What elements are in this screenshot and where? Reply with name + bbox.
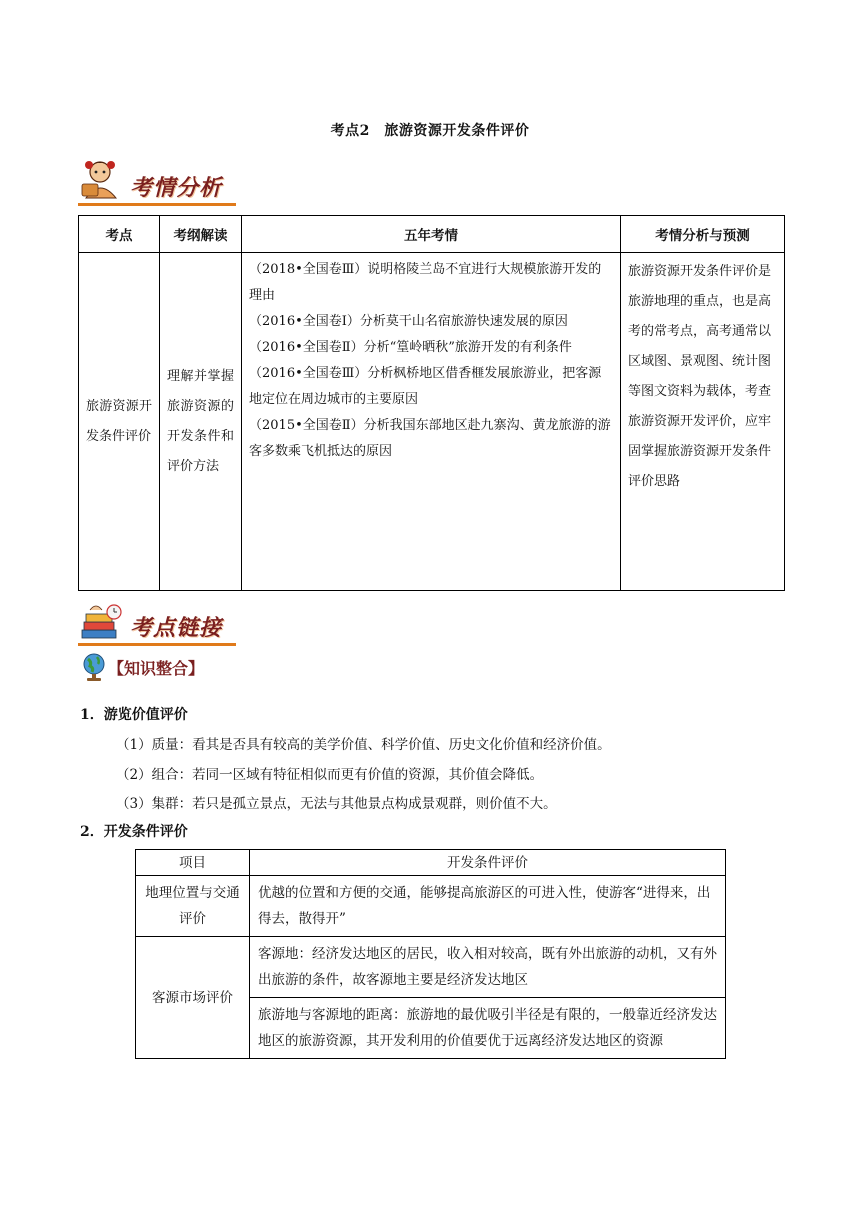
development-conditions-table xyxy=(135,849,726,1059)
exam-analysis-table xyxy=(78,215,785,591)
point-item: （2）组合：若同一区域有特征相似而更有价值的资源，其价值会降低。 xyxy=(116,767,544,783)
row-text: 旅游地与客源地的距离：旅游地的最优吸引半径是有限的，一般靠近经济发达地区的旅游资源，其开发利用的价值要优于远离经济发达地区的资源 xyxy=(250,998,726,1059)
student-mascot-icon xyxy=(78,158,124,202)
banner-underline xyxy=(78,203,236,206)
page-title: 考点2 旅游资源开发条件评价 xyxy=(330,123,530,139)
section-heading-1: 1．游览价值评价 xyxy=(80,707,188,723)
table-row xyxy=(79,253,785,591)
syllabus-cell: 理解并掌握旅游资源的开发条件和评价方法 xyxy=(160,253,242,591)
exam-item: （2016•全国卷Ⅰ）分析莫干山名宿旅游快速发展的原因 xyxy=(249,314,568,329)
point-item: （1）质量：看其是否具有较高的美学价值、科学价值、历史文化价值和经济价值。 xyxy=(116,737,611,753)
exam-item: （2016•全国卷Ⅲ）分析枫桥地区借香榧发展旅游业，把客源地定位在周边城市的主要原因 xyxy=(249,366,602,407)
section-heading-2: 2．开发条件评价 xyxy=(80,824,188,840)
table-header-row xyxy=(79,216,785,253)
exams-cell xyxy=(242,253,621,591)
analysis-banner-label: 考情分析 xyxy=(130,176,223,201)
table-row xyxy=(136,876,726,937)
exam-item: （2016•全国卷Ⅱ）分析“篁岭晒秋”旅游开发的有利条件 xyxy=(249,340,572,355)
header-analysis: 考情分析与预测 xyxy=(621,216,785,253)
row-text: 客源地：经济发达地区的居民，收入相对较高，既有外出旅游的动机，又有外出旅游的条件，故客源地主要是经济发达地区 xyxy=(250,937,726,998)
point-item: （3）集群：若只是孤立景点，无法与其他景点构成景观群，则价值不大。 xyxy=(116,796,557,812)
exam-item: （2015•全国卷Ⅱ）分析我国东部地区赴九寨沟、黄龙旅游的游客多数乘飞机抵达的原因 xyxy=(249,418,611,459)
header-exams: 五年考情 xyxy=(242,216,621,253)
table-row xyxy=(136,937,726,998)
knowledge-heading-label: 【知识整合】 xyxy=(108,658,205,678)
exam-item: （2018•全国卷Ⅲ）说明格陵兰岛不宜进行大规模旅游开发的理由 xyxy=(249,262,602,303)
banner-underline xyxy=(78,643,236,646)
header-item: 项目 xyxy=(136,850,250,876)
header-syllabus: 考纲解读 xyxy=(160,216,242,253)
row-label: 客源市场评价 xyxy=(136,937,250,1059)
books-icon xyxy=(78,600,124,642)
analysis-cell: 旅游资源开发条件评价是旅游地理的重点，也是高考的常考点，高考通常以区域图、景观图、统计图等图文资料为载体，考查旅游资源开发评价，应牢固掌握旅游资源开发条件评价思路 xyxy=(621,253,785,591)
row-label: 地理位置与交通评价 xyxy=(136,876,250,937)
table-header-row xyxy=(136,850,726,876)
links-banner xyxy=(78,600,222,642)
header-topic: 考点 xyxy=(79,216,160,253)
topic-cell: 旅游资源开发条件评价 xyxy=(79,253,160,591)
links-banner-label: 考点链接 xyxy=(130,616,223,641)
header-evaluation: 开发条件评价 xyxy=(250,850,726,876)
row-text: 优越的位置和方便的交通，能够提高旅游区的可进入性，使游客“进得来，出得去，散得开” xyxy=(250,876,726,937)
knowledge-heading xyxy=(80,652,204,682)
analysis-banner xyxy=(78,160,222,202)
globe-icon xyxy=(80,652,108,682)
